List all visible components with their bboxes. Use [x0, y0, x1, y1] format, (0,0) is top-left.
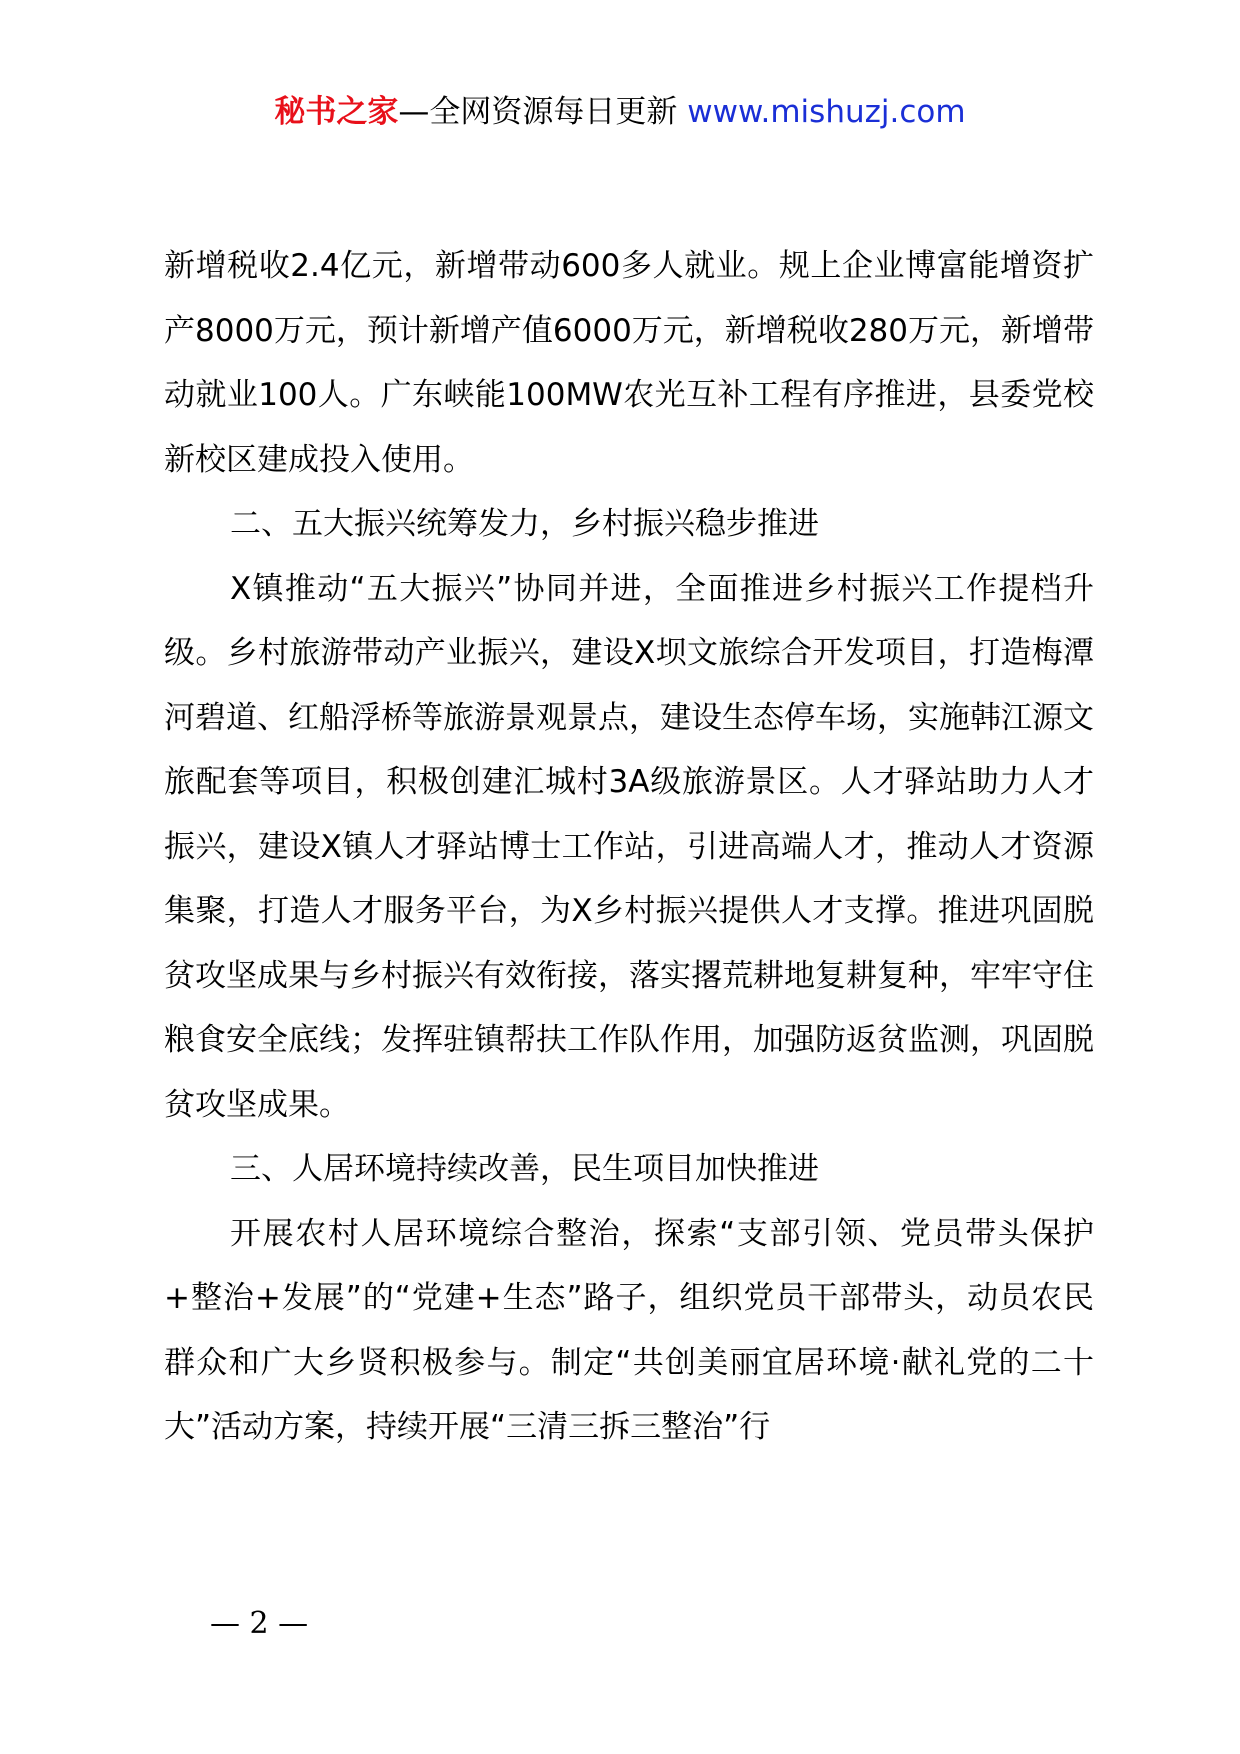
site-header [0, 92, 1240, 132]
paragraph-3: 开展农村人居环境综合整治，探索“支部引领、党员带头保护+整治+发展”的“党建+生态”路子，组织党员干部带头，动员农民群众和广大乡贤积极参与。制定“共创美丽宜居环境·献礼党的二十大”活动方案，持续开展“三清三拆三整治”行 [164, 1215, 1094, 1445]
brand-name: 秘书之家 [274, 94, 399, 130]
section-heading-2: 二、五大振兴统筹发力，乡村振兴稳步推进 [230, 506, 819, 542]
site-url: www.mishuzj.com [687, 94, 966, 130]
page-number: — 2 — [210, 1606, 309, 1641]
header-slogan: —全网资源每日更新 [398, 94, 688, 130]
paragraph-2: X镇推动“五大振兴”协同并进，全面推进乡村振兴工作提档升级。乡村旅游带动产业振兴，建设X坝文旅综合开发项目，打造梅潭河碧道、红船浮桥等旅游景观景点，建设生态停车场，实施韩江源文旅配套等项目，积极创建汇城村3A级旅游景区。人才驿站助力人才振兴，建设X镇人才驿站博士工作站，引进高端人才，推动人才资源集聚，打造人才服务平台，为X乡村振兴提供人才支撑。推进巩固脱贫攻坚成果与乡村振兴有效衔接，落实撂荒耕地复耕复种，牢牢守住粮食安全底线；发挥驻镇帮扶工作队作用，加强防返贫监测，巩固脱贫攻坚成果。 [164, 570, 1094, 1123]
section-heading-3: 三、人居环境持续改善，民生项目加快推进 [230, 1151, 819, 1187]
paragraph-1: 新增税收2.4亿元，新增带动600多人就业。规上企业博富能增资扩产8000万元，预计新增产值6000万元，新增税收280万元，新增带动就业100人。广东峡能100MW农光互补工程有序推进，县委党校新校区建成投入使用。 [164, 248, 1094, 478]
document-body [164, 234, 1094, 1460]
